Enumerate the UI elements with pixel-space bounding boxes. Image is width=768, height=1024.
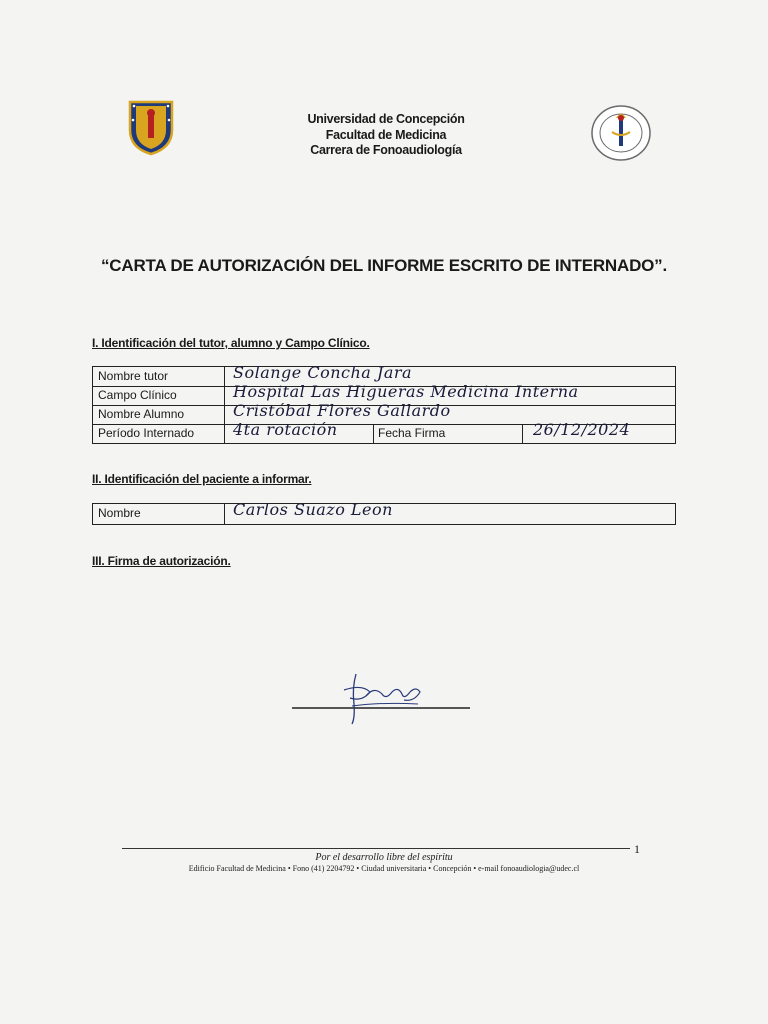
section-1-heading: I. Identificación del tutor, alumno y Campo Clínico. xyxy=(92,336,370,350)
internship-period-value[interactable]: 4ta rotación xyxy=(233,420,338,439)
tutor-name-label: Nombre tutor xyxy=(93,367,225,386)
university-name: Universidad de Concepción xyxy=(307,112,465,126)
table-row xyxy=(93,500,675,524)
faculty-name: Facultad de Medicina xyxy=(325,127,447,142)
handwritten-signature-icon xyxy=(292,668,472,728)
institution-header xyxy=(250,112,522,159)
footer-divider xyxy=(122,848,630,849)
tutor-student-table xyxy=(92,363,676,444)
signature-date-label: Fecha Firma xyxy=(373,424,523,443)
footer-address: Edificio Facultad de Medicina • Fono (41) 2204792 • Ciudad universitaria • Concepción • e-mail fonoaudiologia@udec.cl xyxy=(188,864,580,873)
clinical-field-value[interactable]: Hospital Las Higueras Medicina Interna xyxy=(233,382,579,401)
page-number: 1 xyxy=(634,842,640,856)
document-title: “CARTA DE AUTORIZACIÓN DEL INFORME ESCRITO DE INTERNADO”. xyxy=(101,256,667,275)
patient-name-label: Nombre xyxy=(93,504,225,524)
fonoaudiologia-seal-icon xyxy=(590,104,652,162)
student-name-value[interactable]: Cristóbal Flores Gallardo xyxy=(233,401,451,420)
signature-date-value[interactable]: 26/12/2024 xyxy=(533,420,631,439)
internship-period-label: Período Internado xyxy=(93,424,225,443)
table-row xyxy=(93,420,675,443)
patient-name-value[interactable]: Carlos Suazo Leon xyxy=(233,500,393,519)
section-2-heading: II. Identificación del paciente a informar. xyxy=(92,472,312,486)
career-name: Carrera de Fonoaudiología xyxy=(310,143,462,157)
clinical-field-label: Campo Clínico xyxy=(93,386,225,405)
tutor-name-value[interactable]: Solange Concha Jara xyxy=(233,363,413,382)
student-name-label: Nombre Alumno xyxy=(93,405,225,424)
section-3-heading: III. Firma de autorización. xyxy=(92,554,231,568)
footer-motto: Por el desarrollo libre del espíritu xyxy=(315,852,453,863)
udec-crest-icon xyxy=(128,100,174,156)
patient-table xyxy=(92,500,676,525)
